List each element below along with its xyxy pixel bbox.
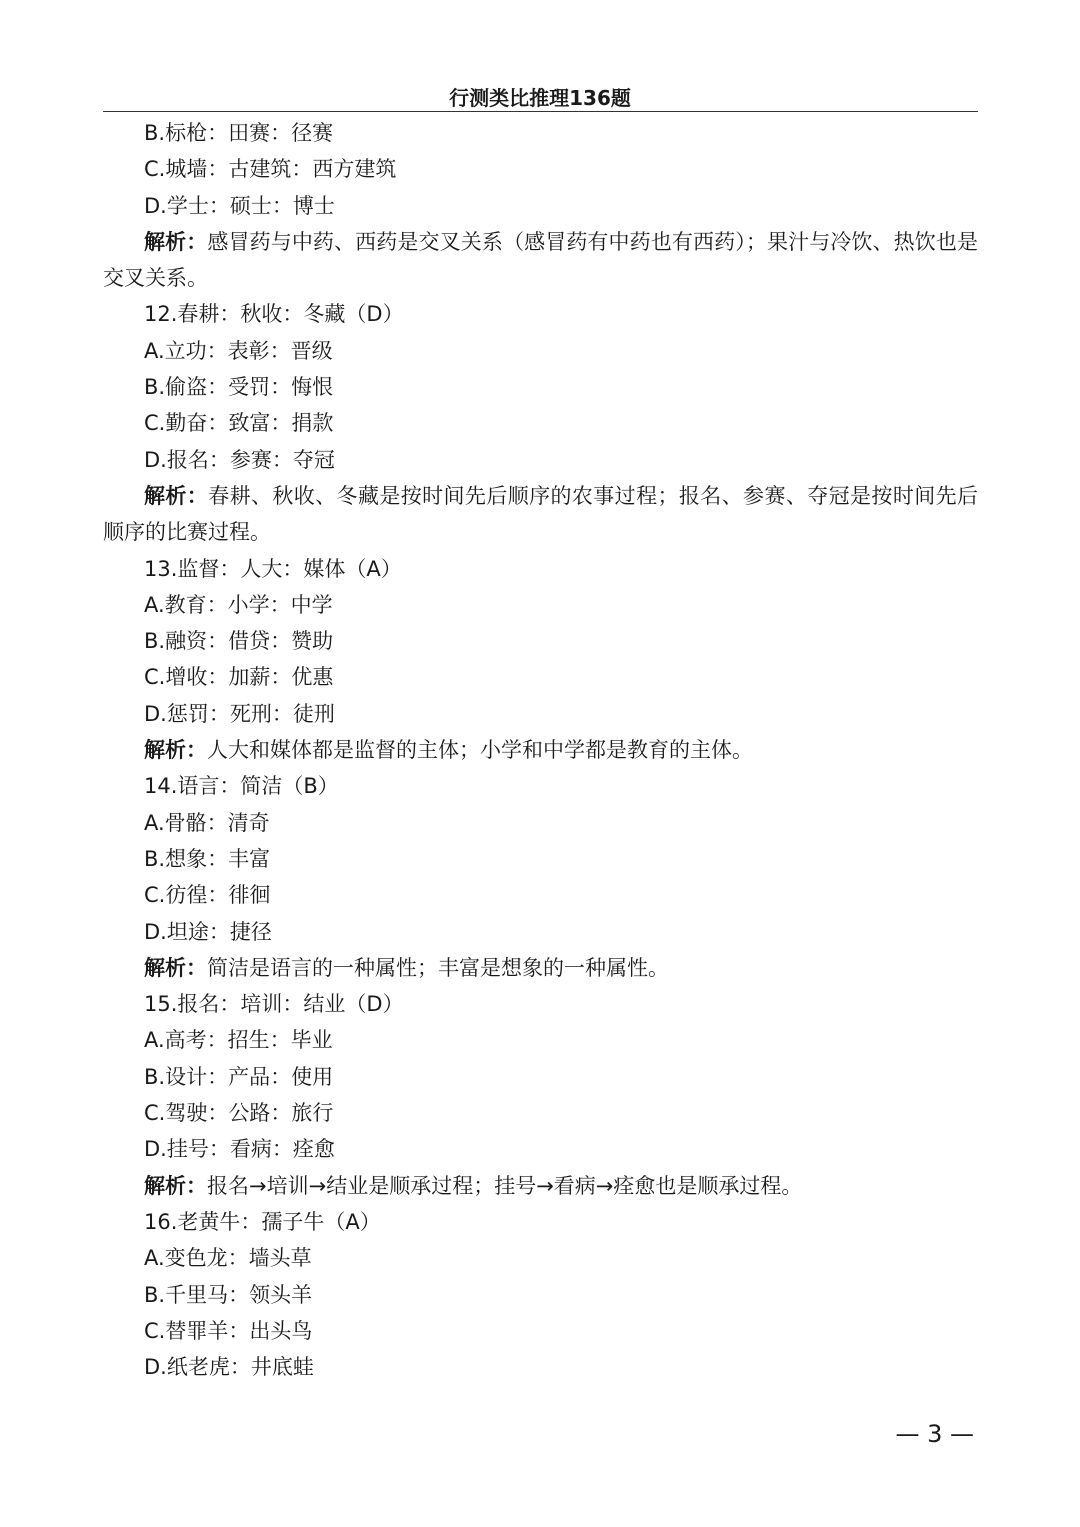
option-line: A.立功：表彰：晋级 [144, 338, 333, 363]
analysis-label: 解析： [144, 483, 209, 508]
analysis-paragraph [103, 478, 978, 551]
analysis-paragraph [103, 224, 978, 297]
analysis-text: 报名→培训→结业是顺承过程；挂号→看病→痊愈也是顺承过程。 [207, 1173, 803, 1198]
option-line: B.标枪：田赛：径赛 [144, 121, 334, 145]
analysis-label: 解析： [144, 229, 208, 254]
analysis-text: 简洁是语言的一种属性；丰富是想象的一种属性。 [207, 955, 669, 980]
option-line: D.惩罚：死刑：徒刑 [144, 701, 335, 726]
option-line: D.学士：硕士：博士 [144, 193, 335, 218]
page-number: — 3 — [895, 1420, 974, 1448]
option-line: D.报名：参赛：夺冠 [144, 447, 335, 472]
analysis-label: 解析： [144, 1173, 207, 1198]
question-line: 14.语言：简洁（B） [144, 774, 339, 799]
analysis-label: 解析： [144, 955, 207, 980]
option-line: C.驾驶：公路：旅行 [144, 1101, 334, 1126]
option-line: A.教育：小学：中学 [144, 592, 333, 617]
option-line: D.坦途：捷径 [144, 919, 272, 944]
option-line: C.城墙：古建筑：西方建筑 [144, 157, 397, 182]
analysis-paragraph [103, 950, 978, 986]
question-line: 16.老黄牛：孺子牛（A） [144, 1209, 381, 1234]
option-line: A.变色龙：墙头草 [144, 1246, 312, 1271]
header-divider [103, 111, 978, 112]
option-line: B.偷盗：受罚：悔恨 [144, 375, 334, 400]
option-line: D.纸老虎：井底蛙 [144, 1355, 314, 1380]
analysis-text: 春耕、秋收、冬藏是按时间先后顺序的农事过程；报名、参赛、夺冠是按时间先后顺序的比赛过程。 [103, 483, 978, 545]
option-line: B.千里马：领头羊 [144, 1282, 313, 1307]
option-line: D.挂号：看病：痊愈 [144, 1137, 335, 1162]
option-line: B.融资：借贷：赞助 [144, 629, 334, 654]
option-line: A.高考：招生：毕业 [144, 1028, 333, 1053]
analysis-text: 感冒药与中药、西药是交叉关系（感冒药有中药也有西药）；果汁与冷饮、热饮也是交叉关系。 [103, 229, 979, 291]
question-line: 13.监督：人大：媒体（A） [144, 556, 402, 581]
question-line: 12.春耕：秋收：冬藏（D） [144, 302, 404, 327]
option-line: C.彷徨：徘徊 [144, 883, 271, 908]
option-line: C.替罪羊：出头鸟 [144, 1318, 313, 1343]
page-header-title: 行测类比推理136题 [449, 86, 631, 110]
option-line: B.想象：丰富 [144, 846, 271, 871]
option-line: C.增收：加薪：优惠 [144, 665, 334, 690]
option-line: A.骨骼：清奇 [144, 810, 270, 835]
question-line: 15.报名：培训：结业（D） [144, 992, 404, 1017]
analysis-paragraph [103, 732, 978, 768]
option-line: C.勤奋：致富：捐款 [144, 411, 334, 436]
analysis-paragraph [103, 1168, 978, 1204]
analysis-label: 解析： [144, 738, 207, 763]
option-line: B.设计：产品：使用 [144, 1064, 334, 1089]
page-content [103, 115, 978, 1385]
analysis-text: 人大和媒体都是监督的主体；小学和中学都是教育的主体。 [207, 738, 753, 763]
